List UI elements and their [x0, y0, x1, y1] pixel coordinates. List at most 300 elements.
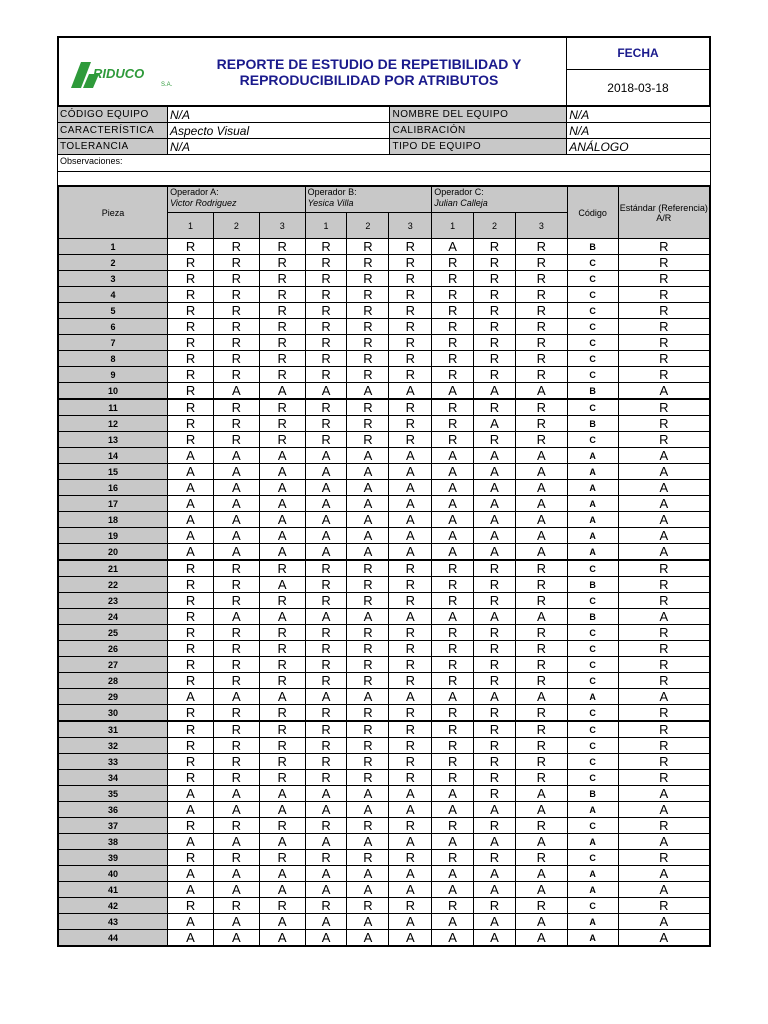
trial-cell: A — [305, 930, 347, 947]
table-row — [58, 657, 710, 673]
trial-cell: R — [515, 271, 567, 287]
trial-cell: A — [515, 480, 567, 496]
trial-cell: A — [432, 882, 474, 898]
trial-cell: A — [213, 786, 259, 802]
trial-cell: R — [347, 255, 389, 271]
trial-cell: R — [389, 641, 432, 657]
trial-cell: R — [347, 351, 389, 367]
riduco-logo — [69, 58, 199, 90]
trial-cell: R — [515, 705, 567, 722]
trial-cell: A — [168, 930, 214, 947]
trial-cell: R — [474, 673, 516, 689]
tipo-equipo-label: TIPO DE EQUIPO — [390, 139, 567, 155]
caracteristica-value: Aspecto Visual — [167, 123, 390, 139]
trial-cell: R — [168, 754, 214, 770]
trial-cell: R — [474, 705, 516, 722]
table-row — [58, 448, 710, 464]
trial-cell: R — [305, 657, 347, 673]
trial-cell: A — [213, 512, 259, 528]
codigo-cell: C — [567, 738, 618, 754]
trial-cell: A — [515, 528, 567, 544]
estandar-cell: R — [618, 335, 710, 351]
trial-cell: A — [347, 464, 389, 480]
trial-header: 3 — [515, 213, 567, 239]
trial-cell: A — [168, 464, 214, 480]
trial-cell: A — [259, 480, 305, 496]
trial-cell: R — [213, 657, 259, 673]
trial-cell: A — [168, 786, 214, 802]
table-row — [58, 544, 710, 561]
pieza-cell: 24 — [58, 609, 168, 625]
trial-cell: R — [389, 770, 432, 786]
trial-cell: A — [515, 930, 567, 947]
pieza-cell: 20 — [58, 544, 168, 561]
trial-cell: A — [213, 480, 259, 496]
codigo-cell: C — [567, 641, 618, 657]
trial-cell: A — [168, 544, 214, 561]
codigo-cell: A — [567, 689, 618, 705]
trial-cell: A — [305, 544, 347, 561]
pieza-cell: 6 — [58, 319, 168, 335]
trial-cell: A — [213, 544, 259, 561]
trial-cell: R — [474, 625, 516, 641]
trial-cell: A — [347, 480, 389, 496]
trial-cell: R — [515, 577, 567, 593]
trial-cell: A — [305, 383, 347, 400]
trial-cell: A — [259, 914, 305, 930]
trial-cell: R — [305, 641, 347, 657]
table-row — [58, 416, 710, 432]
trial-cell: R — [347, 721, 389, 738]
trial-cell: R — [168, 367, 214, 383]
trial-cell: R — [305, 367, 347, 383]
trial-cell: R — [389, 705, 432, 722]
estandar-cell: R — [618, 351, 710, 367]
trial-cell: R — [515, 770, 567, 786]
codigo-cell: A — [567, 512, 618, 528]
pieza-cell: 25 — [58, 625, 168, 641]
trial-cell: R — [213, 399, 259, 416]
table-row — [58, 689, 710, 705]
trial-cell: R — [347, 287, 389, 303]
trial-cell: R — [432, 303, 474, 319]
trial-cell: R — [347, 432, 389, 448]
trial-cell: A — [259, 544, 305, 561]
observaciones-box — [57, 155, 711, 186]
trial-cell: A — [305, 480, 347, 496]
trial-cell: R — [305, 577, 347, 593]
trial-cell: A — [305, 464, 347, 480]
trial-cell: R — [168, 271, 214, 287]
estandar-cell: R — [618, 770, 710, 786]
estandar-cell: R — [618, 239, 710, 255]
trial-cell: A — [259, 496, 305, 512]
trial-header: 2 — [474, 213, 516, 239]
trial-cell: A — [168, 689, 214, 705]
trial-cell: A — [305, 609, 347, 625]
pieza-cell: 21 — [58, 560, 168, 577]
codigo-cell: B — [567, 609, 618, 625]
trial-cell: A — [168, 496, 214, 512]
trial-cell: R — [259, 593, 305, 609]
table-row — [58, 641, 710, 657]
trial-cell: R — [347, 641, 389, 657]
pieza-cell: 2 — [58, 255, 168, 271]
trial-cell: R — [168, 641, 214, 657]
trial-cell: A — [389, 914, 432, 930]
trial-cell: R — [213, 625, 259, 641]
report-title — [204, 56, 534, 88]
trial-cell: R — [168, 319, 214, 335]
trial-cell: R — [168, 351, 214, 367]
table-row — [58, 319, 710, 335]
codigo-cell: C — [567, 335, 618, 351]
trial-cell: R — [168, 625, 214, 641]
codigo-cell: B — [567, 786, 618, 802]
trial-cell: A — [259, 786, 305, 802]
trial-cell: R — [213, 721, 259, 738]
trial-cell: A — [432, 239, 474, 255]
trial-cell: R — [474, 367, 516, 383]
estandar-cell: R — [618, 319, 710, 335]
report-sheet — [57, 36, 711, 947]
trial-cell: A — [213, 496, 259, 512]
codigo-cell: A — [567, 866, 618, 882]
trial-cell: R — [515, 560, 567, 577]
trial-cell: R — [305, 770, 347, 786]
trial-cell: R — [474, 255, 516, 271]
table-row — [58, 609, 710, 625]
nombre-equipo-value: N/A — [567, 107, 711, 123]
codigo-cell: B — [567, 383, 618, 400]
pieza-cell: 27 — [58, 657, 168, 673]
trial-cell: R — [168, 383, 214, 400]
trial-cell: A — [213, 882, 259, 898]
trial-cell: A — [389, 882, 432, 898]
trial-cell: R — [389, 303, 432, 319]
trial-cell: R — [474, 319, 516, 335]
pieza-cell: 32 — [58, 738, 168, 754]
trial-cell: R — [432, 738, 474, 754]
trial-cell: R — [347, 593, 389, 609]
trial-cell: R — [213, 367, 259, 383]
trial-cell: A — [168, 448, 214, 464]
trial-cell: R — [259, 657, 305, 673]
observaciones-label: Observaciones: — [60, 156, 123, 166]
trial-header: 2 — [347, 213, 389, 239]
trial-cell: A — [389, 496, 432, 512]
trial-cell: A — [474, 834, 516, 850]
trial-cell: R — [347, 705, 389, 722]
trial-cell: R — [347, 399, 389, 416]
trial-cell: A — [347, 930, 389, 947]
trial-cell: R — [259, 641, 305, 657]
trial-cell: A — [432, 914, 474, 930]
trial-cell: R — [168, 705, 214, 722]
trial-cell: R — [213, 239, 259, 255]
trial-cell: R — [305, 239, 347, 255]
codigo-cell: C — [567, 255, 618, 271]
trial-cell: A — [474, 416, 516, 432]
trial-cell: R — [515, 625, 567, 641]
codigo-cell: A — [567, 834, 618, 850]
trial-cell: R — [347, 303, 389, 319]
trial-cell: R — [389, 271, 432, 287]
trial-cell: R — [474, 721, 516, 738]
trial-cell: R — [213, 303, 259, 319]
estandar-cell: R — [618, 399, 710, 416]
trial-header: 1 — [432, 213, 474, 239]
trial-cell: R — [347, 367, 389, 383]
pieza-cell: 38 — [58, 834, 168, 850]
trial-cell: R — [474, 335, 516, 351]
trial-cell: A — [347, 882, 389, 898]
trial-cell: R — [515, 319, 567, 335]
codigo-cell: B — [567, 416, 618, 432]
estandar-cell: R — [618, 577, 710, 593]
estandar-cell: R — [618, 416, 710, 432]
trial-cell: R — [213, 593, 259, 609]
pieza-cell: 13 — [58, 432, 168, 448]
trial-cell: R — [213, 673, 259, 689]
trial-cell: R — [474, 399, 516, 416]
pieza-cell: 39 — [58, 850, 168, 866]
attribute-study-table — [57, 186, 711, 947]
trial-cell: A — [168, 834, 214, 850]
trial-cell: R — [305, 593, 347, 609]
trial-cell: A — [474, 689, 516, 705]
trial-cell: A — [432, 802, 474, 818]
trial-cell: A — [432, 448, 474, 464]
estandar-cell: R — [618, 818, 710, 834]
trial-cell: A — [305, 834, 347, 850]
trial-cell: A — [432, 528, 474, 544]
trial-cell: R — [347, 770, 389, 786]
trial-cell: R — [305, 432, 347, 448]
svg-text:RIDUCO: RIDUCO — [93, 66, 145, 81]
trial-cell: R — [389, 432, 432, 448]
tolerancia-label: TOLERANCIA — [58, 139, 168, 155]
operator-b-header: Operador B: Yesica Villa — [305, 187, 432, 213]
trial-cell: R — [515, 641, 567, 657]
trial-cell: R — [432, 898, 474, 914]
trial-cell: A — [515, 512, 567, 528]
trial-cell: R — [259, 335, 305, 351]
trial-cell: R — [259, 399, 305, 416]
estandar-cell: R — [618, 625, 710, 641]
estandar-cell: R — [618, 287, 710, 303]
trial-cell: A — [305, 448, 347, 464]
trial-cell: R — [432, 271, 474, 287]
trial-cell: R — [259, 705, 305, 722]
trial-cell: R — [389, 673, 432, 689]
trial-cell: R — [389, 850, 432, 866]
trial-cell: A — [515, 882, 567, 898]
trial-cell: A — [259, 448, 305, 464]
trial-cell: R — [389, 351, 432, 367]
trial-cell: R — [168, 287, 214, 303]
trial-cell: R — [347, 335, 389, 351]
trial-cell: A — [389, 609, 432, 625]
operator-a-header: Operador A: Victor Rodriguez — [168, 187, 306, 213]
codigo-cell: A — [567, 528, 618, 544]
trial-cell: R — [474, 770, 516, 786]
pieza-cell: 9 — [58, 367, 168, 383]
table-row — [58, 850, 710, 866]
trial-cell: R — [168, 303, 214, 319]
trial-cell: R — [305, 705, 347, 722]
trial-cell: R — [432, 721, 474, 738]
trial-cell: A — [213, 802, 259, 818]
trial-cell: R — [305, 287, 347, 303]
pieza-cell: 1 — [58, 239, 168, 255]
trial-header: 1 — [305, 213, 347, 239]
table-row — [58, 351, 710, 367]
trial-cell: R — [389, 335, 432, 351]
trial-cell: R — [259, 560, 305, 577]
estandar-cell: R — [618, 303, 710, 319]
trial-cell: A — [213, 866, 259, 882]
pieza-cell: 14 — [58, 448, 168, 464]
trial-cell: R — [432, 641, 474, 657]
table-row — [58, 834, 710, 850]
estandar-cell: R — [618, 738, 710, 754]
table-row — [58, 367, 710, 383]
table-row — [58, 786, 710, 802]
table-row — [58, 914, 710, 930]
trial-cell: R — [259, 255, 305, 271]
codigo-cell: C — [567, 625, 618, 641]
nombre-equipo-label: NOMBRE DEL EQUIPO — [390, 107, 567, 123]
trial-cell: A — [389, 448, 432, 464]
pieza-cell: 23 — [58, 593, 168, 609]
trial-cell: R — [432, 416, 474, 432]
trial-cell: A — [259, 383, 305, 400]
trial-cell: R — [347, 673, 389, 689]
trial-cell: A — [213, 464, 259, 480]
trial-cell: A — [474, 544, 516, 561]
trial-cell: R — [432, 770, 474, 786]
estandar-header: Estándar (Referencia) A/R — [618, 187, 710, 239]
trial-cell: R — [213, 641, 259, 657]
trial-cell: R — [474, 351, 516, 367]
trial-cell: A — [474, 882, 516, 898]
trial-cell: A — [515, 914, 567, 930]
table-row — [58, 239, 710, 255]
trial-cell: R — [259, 818, 305, 834]
trial-cell: A — [168, 802, 214, 818]
trial-cell: R — [259, 738, 305, 754]
trial-cell: A — [474, 930, 516, 947]
trial-cell: R — [259, 239, 305, 255]
estandar-cell: A — [618, 448, 710, 464]
table-row — [58, 577, 710, 593]
codigo-cell: C — [567, 850, 618, 866]
trial-cell: R — [474, 577, 516, 593]
table-row — [58, 560, 710, 577]
trial-cell: R — [432, 399, 474, 416]
trial-cell: R — [515, 416, 567, 432]
trial-cell: A — [347, 786, 389, 802]
pieza-cell: 8 — [58, 351, 168, 367]
trial-cell: R — [347, 560, 389, 577]
trial-cell: R — [474, 754, 516, 770]
table-row — [58, 866, 710, 882]
trial-cell: R — [305, 255, 347, 271]
trial-cell: R — [389, 593, 432, 609]
trial-cell: R — [432, 560, 474, 577]
table-row — [58, 383, 710, 400]
estandar-cell: A — [618, 528, 710, 544]
pieza-cell: 36 — [58, 802, 168, 818]
estandar-cell: A — [618, 882, 710, 898]
trial-cell: A — [515, 689, 567, 705]
trial-cell: A — [213, 448, 259, 464]
trial-cell: A — [347, 914, 389, 930]
trial-cell: A — [515, 544, 567, 561]
trial-cell: A — [305, 786, 347, 802]
trial-cell: R — [515, 721, 567, 738]
table-row — [58, 673, 710, 689]
trial-cell: A — [305, 866, 347, 882]
trial-cell: R — [389, 738, 432, 754]
trial-cell: A — [474, 866, 516, 882]
trial-cell: R — [168, 721, 214, 738]
trial-cell: A — [432, 786, 474, 802]
trial-cell: R — [168, 657, 214, 673]
estandar-cell: R — [618, 754, 710, 770]
trial-cell: R — [474, 786, 516, 802]
trial-cell: R — [168, 770, 214, 786]
trial-cell: A — [347, 802, 389, 818]
trial-cell: R — [259, 271, 305, 287]
report-header — [57, 36, 711, 106]
trial-cell: R — [347, 577, 389, 593]
estandar-cell: A — [618, 786, 710, 802]
equipment-info-table — [57, 106, 711, 155]
trial-cell: R — [515, 898, 567, 914]
pieza-cell: 34 — [58, 770, 168, 786]
trial-cell: R — [515, 255, 567, 271]
trial-cell: A — [389, 689, 432, 705]
trial-cell: A — [305, 528, 347, 544]
trial-cell: R — [213, 287, 259, 303]
pieza-cell: 43 — [58, 914, 168, 930]
table-row — [58, 593, 710, 609]
codigo-cell: A — [567, 496, 618, 512]
trial-cell: R — [259, 898, 305, 914]
trial-cell: A — [347, 528, 389, 544]
trial-cell: A — [168, 882, 214, 898]
estandar-cell: A — [618, 834, 710, 850]
trial-cell: R — [515, 818, 567, 834]
trial-cell: R — [347, 738, 389, 754]
trial-cell: R — [389, 287, 432, 303]
trial-cell: R — [168, 239, 214, 255]
trial-cell: A — [515, 609, 567, 625]
trial-cell: R — [168, 898, 214, 914]
trial-cell: A — [432, 834, 474, 850]
trial-cell: A — [168, 866, 214, 882]
trial-cell: R — [213, 432, 259, 448]
trial-cell: A — [213, 609, 259, 625]
trial-cell: A — [432, 383, 474, 400]
trial-cell: R — [168, 577, 214, 593]
trial-cell: R — [347, 319, 389, 335]
codigo-equipo-value: N/A — [167, 107, 390, 123]
trial-cell: R — [389, 898, 432, 914]
trial-header: 3 — [259, 213, 305, 239]
